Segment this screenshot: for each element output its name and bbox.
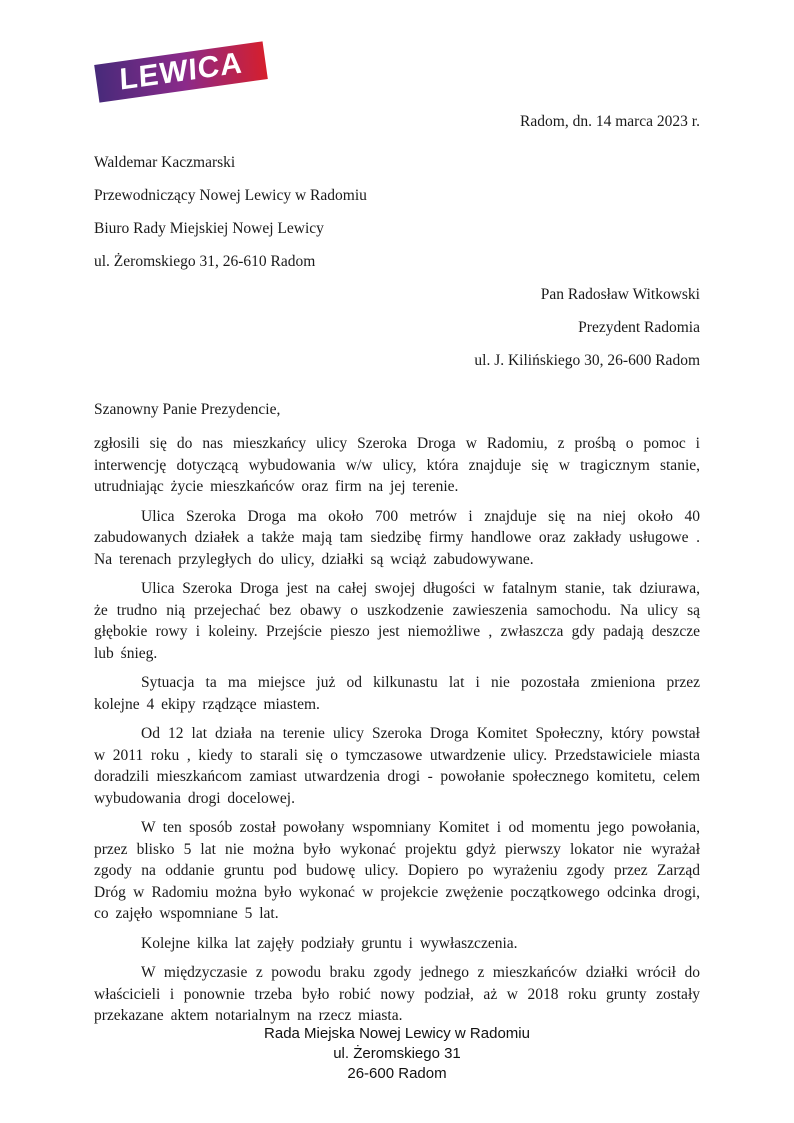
date-line: Radom, dn. 14 marca 2023 r. <box>520 113 700 130</box>
salutation: Szanowny Panie Prezydencie, <box>94 401 281 418</box>
body-paragraph: Ulica Szeroka Droga ma około 700 metrów i znajduje się na niej około 40 zabudowanych działek a także mają tam siedzibę firmy handlowe oraz zakłady usługowe . Na terenach przyległych do ulicy, działki są wciąż zabudowywane. <box>94 507 700 568</box>
footer-street: ul. Żeromskiego 31 <box>333 1045 461 1062</box>
recipient-block <box>94 278 700 377</box>
recipient-name: Pan Radosław Witkowski <box>540 286 700 303</box>
sender-title: Przewodniczący Nowej Lewicy w Radomiu <box>94 187 367 204</box>
body-paragraph: zgłosili się do nas mieszkańcy ulicy Szeroka Droga w Radomiu, z prośbą o pomoc i interwencję dotyczącą wybudowania w/w ulicy, która znajduje się w tragicznym stanie, utrudniając życie mieszkańców oraz firm na jej terenie. <box>94 435 700 495</box>
body-paragraph: W międzyczasie z powodu braku zgody jednego z mieszkańców działki wrócił do właścicieli i ponownie trzeba było robić nowy podział, aż w 2018 roku grunty zostały przekazane aktem notarialnym na rzecz miasta. <box>94 964 700 1024</box>
sender-name: Waldemar Kaczmarski <box>94 154 236 171</box>
sender-office: Biuro Rady Miejskiej Nowej Lewicy <box>94 220 324 237</box>
sender-block <box>94 146 700 278</box>
body-paragraph: Kolejne kilka lat zajęły podziały gruntu i wywłaszczenia. <box>141 934 518 952</box>
recipient-address: ul. J. Kilińskiego 30, 26-600 Radom <box>474 352 700 369</box>
body-paragraph: W ten sposób został powołany wspomniany Komitet i od momentu jego powołania, przez blisko 5 lat nie można było wykonać projektu gdyż pierwszy lokator nie wyrażał zgody na oddanie gruntu pod budowę ulicy. Dopiero po wyrażeniu zgody przez Zarząd Dróg w Radomiu można było wykonać w projekcie zwężenie początkowego odcinka drogi, co zajęło wspomniane 5 lat. <box>94 819 700 922</box>
body-paragraph: Sytuacja ta ma miejsce już od kilkunastu lat i nie pozostała zmieniona przez kolejne 4 ekipy rządzące miastem. <box>94 674 700 713</box>
body-paragraph: Od 12 lat działa na terenie ulicy Szeroka Droga Komitet Społeczny, który powstał w 2011 roku , kiedy to starali się o tymczasowe utwardzenie ulicy. Przedstawiciele miasta doradzili mieszkańcom zamiast utwardzenia drogi - powołanie społecznego komitetu, celem wybudowania drogi docelowej. <box>94 725 700 807</box>
recipient-title: Prezydent Radomia <box>578 319 700 336</box>
footer-city: 26-600 Radom <box>347 1065 447 1082</box>
lewica-logo-band <box>94 41 268 102</box>
lewica-logo <box>94 40 700 104</box>
footer-org: Rada Miejska Nowej Lewicy w Radomiu <box>264 1025 530 1042</box>
sender-address: ul. Żeromskiego 31, 26-610 Radom <box>94 253 316 270</box>
lewica-logo-text: LEWICA <box>118 46 244 97</box>
body-paragraph: Ulica Szeroka Droga jest na całej swojej długości w fatalnym stanie, tak dziurawa, że trudno nią przejechać bez obawy o uszkodzenie zawieszenia samochodu. Na ulicy są głębokie rowy i koleiny. Przejście pieszo jest niemożliwe , zwłaszcza gdy padają deszcze lub śnieg. <box>94 580 700 662</box>
footer-block <box>0 1024 794 1084</box>
